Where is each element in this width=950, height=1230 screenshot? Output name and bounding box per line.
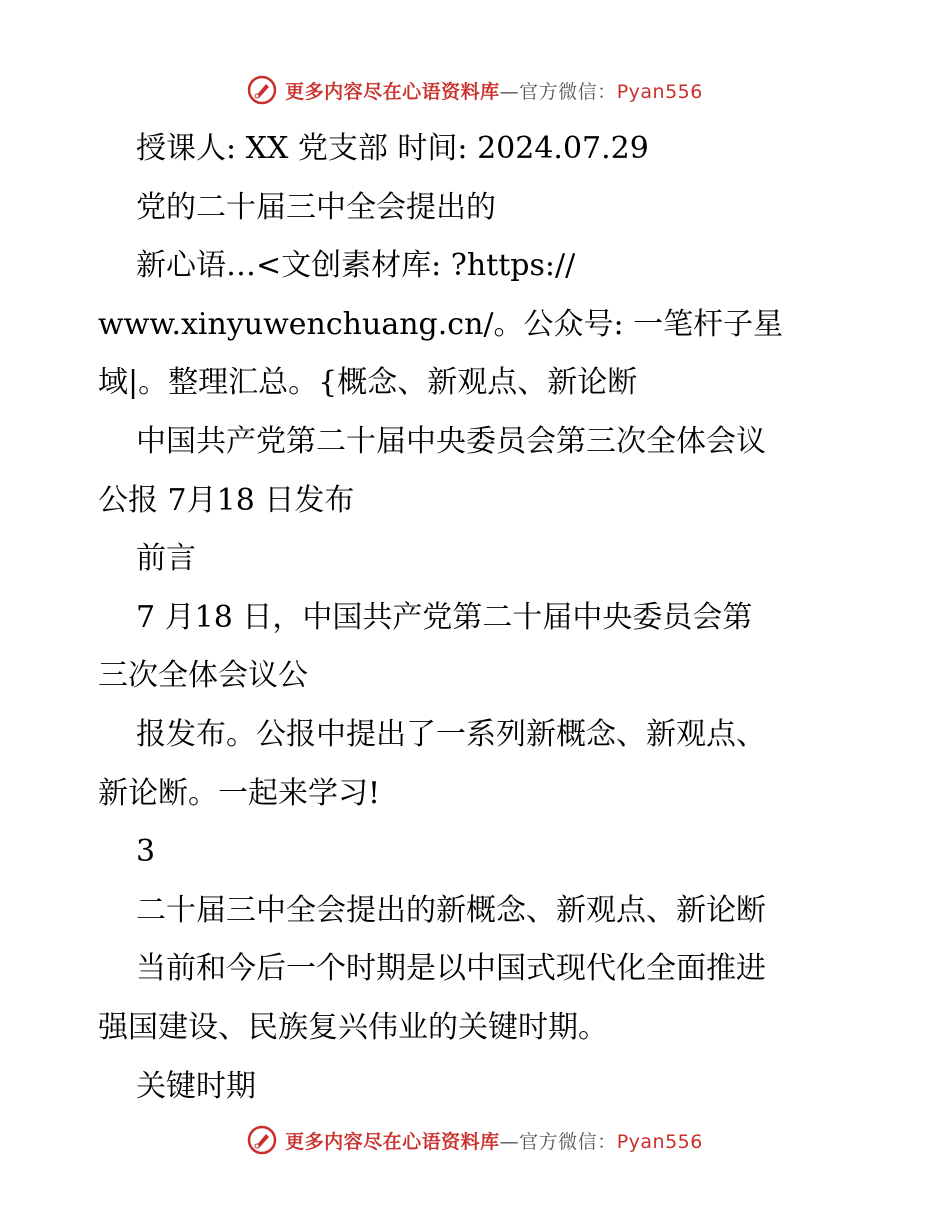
banner-wechat-handle: Pyan556: [616, 1130, 703, 1153]
text-line: 公报 7月18 日发布: [98, 482, 355, 518]
document-body: [98, 120, 858, 1116]
text-line: 域|。整理汇总。{概念、新观点、新论断: [98, 365, 638, 401]
pen-nib-logo-icon: [247, 75, 277, 105]
text-line: 强国建设、民族复兴伟业的关键时期。: [98, 1009, 608, 1045]
banner-separator: —: [499, 1130, 520, 1153]
banner-wechat-handle: Pyan556: [616, 80, 703, 103]
page-number: 3: [136, 834, 156, 870]
banner-wechat-prefix: 官方微信：: [519, 1130, 617, 1153]
banner-text: [285, 77, 703, 104]
text-line: 二十届三中全会提出的新概念、新观点、新论断: [136, 892, 766, 928]
section-heading: 前言: [136, 541, 196, 577]
text-line: 三次全体会议公: [98, 658, 308, 694]
footer-banner: [0, 1120, 950, 1160]
text-line: 7 月18 日，中国共产党第二十届中央委员会第: [136, 599, 753, 635]
banner-brand: 更多内容尽在心语资料库: [285, 80, 500, 103]
banner-text: [285, 1127, 703, 1154]
pen-nib-logo-icon: [247, 1125, 277, 1155]
text-line: 报发布。公报中提出了一系列新概念、新观点、: [136, 716, 766, 752]
text-line: 新论断。一起来学习!: [98, 775, 381, 811]
text-line: 党的二十届三中全会提出的: [136, 189, 496, 225]
header-banner: [0, 70, 950, 110]
text-line: www.xinyuwenchuang.cn/。公众号: 一笔杆子星: [98, 306, 784, 342]
text-line: 中国共产党第二十届中央委员会第三次全体会议: [136, 423, 766, 459]
section-heading: 关键时期: [136, 1068, 256, 1104]
banner-brand: 更多内容尽在心语资料库: [285, 1130, 500, 1153]
text-line: 当前和今后一个时期是以中国式现代化全面推进: [136, 951, 766, 987]
banner-wechat-prefix: 官方微信：: [519, 80, 617, 103]
text-line: 新心语…<文创素材库: ?https://: [136, 248, 576, 284]
text-line: 授课人: XX 党支部 时间: 2024.07.29: [136, 131, 649, 166]
banner-separator: —: [499, 80, 520, 103]
